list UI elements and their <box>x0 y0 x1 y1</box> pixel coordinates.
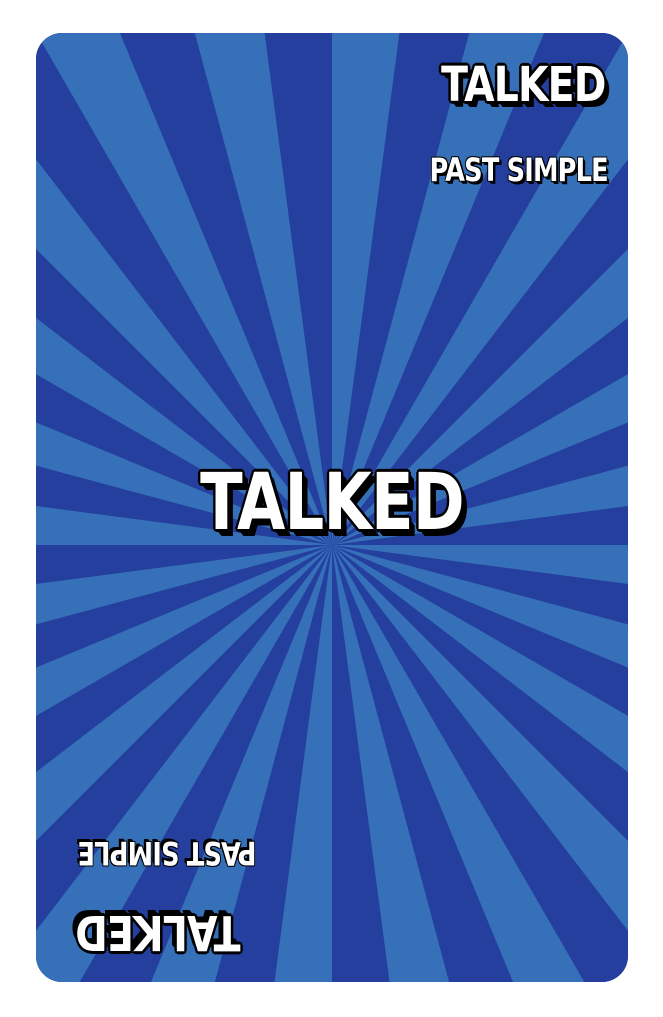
center-verb-label: TALKED <box>200 458 464 548</box>
bottom-verb-label-inverted: TALKED <box>76 904 241 960</box>
bottom-tense-label-inverted: PAST SIMPLE <box>78 834 257 872</box>
top-verb-label: TALKED <box>441 57 606 113</box>
top-tense-label: PAST SIMPLE <box>429 151 608 189</box>
verb-card[interactable] <box>36 33 628 982</box>
